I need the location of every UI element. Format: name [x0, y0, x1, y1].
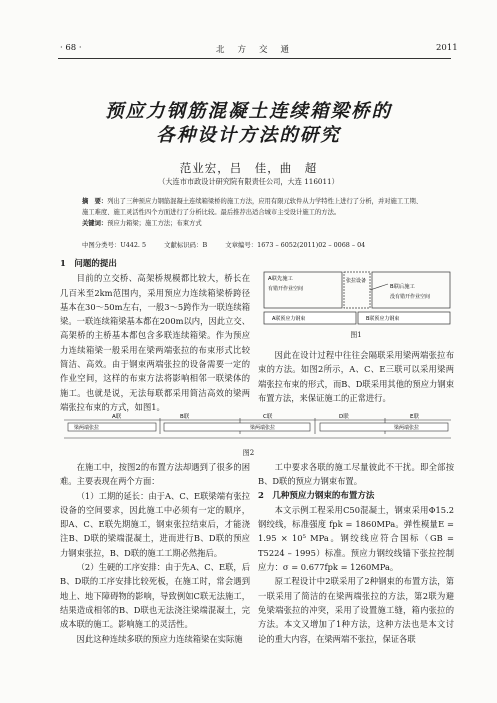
- figure2-diagram: [60, 412, 455, 450]
- right-bottom-column: [258, 460, 454, 646]
- fig1-label-a-sub: 有错开作业空间: [268, 286, 304, 292]
- right-top-paragraph: 因此在设计过程中往往会隔联采用梁两端张拉布束的方法。如图2所示，A、C、E三联可以采用梁两端张拉布束的形式，而B、D联采用其他的预应力钢束布置方法，来保证施工的正常进行。: [258, 350, 454, 403]
- page-header-left: · 68 ·: [60, 43, 82, 53]
- fig2-seg-c: C联: [263, 414, 273, 420]
- left-bottom-p3: （2）生硬的工序安排：由于先A、C、E联，后B、D联的工序安排比较死板，在施工时，常会遇到地上、地下障碍物的影响，导致例如C联无法施工，结果造成相邻的B、D联也无法浇注梁端混凝土，完成本联的施工。影响施工的灵活性。: [60, 562, 250, 630]
- abstract-block: [82, 196, 428, 230]
- right-bottom-p3: 原工程设计中2联采用了2种钢束的布置方法，第一联采用了简洁的在梁两端张拉的方法，第2联为避免梁端张拉的冲突，采用了设置施工缝，箱内张拉的方法。本文又增加了1种方法，这种方法也是本文讨论的重大内容，在梁两端不张拉，保证各联: [258, 576, 454, 644]
- fig1-box-c: [372, 272, 450, 308]
- fig2-bar-3: [320, 423, 448, 431]
- article-number: 文章编号：1673 – 6052(2011)02 – 0068 – 04: [225, 241, 366, 249]
- fig2-seg-e: E联: [410, 414, 419, 420]
- left-bottom-p4: 因此这种连续多联的预应力连续箱梁在实际施: [76, 633, 243, 644]
- fig2-bar-2-label: 梁两端张拉: [250, 425, 276, 431]
- fig2-bar-1-label: 梁两端张拉: [74, 425, 100, 431]
- section1-heading: 1 问题的提出: [60, 259, 117, 269]
- figure2-caption: 图2: [242, 449, 255, 457]
- clc-code: 中图分类号：U442. 5: [82, 241, 147, 249]
- fig2-bar-2: [164, 423, 310, 431]
- fig2-seg-a: A联: [112, 414, 122, 420]
- section1-paragraph: 目前的立交桥、高架桥规模都比较大，桥长在几百米至2km范围内，采用预应力连续箱梁桥跨径基本在30～50m左右，一般3～5跨作为一联连续箱梁。一联连续箱梁基本都在200m以内，因此立交、高架桥的主桥基本都包含多联连续箱梁。作为预应力连续箱梁一般采用在梁两端张拉的布束形式比较简洁、高效。由于钢束两端张拉的设备需要一定的作业空间，这样的布束方法将影响相邻一联梁体的施工。也就是说，无法每联都采用简洁高效的梁两端张拉布束的方式，如图1。: [60, 273, 250, 412]
- keywords-text: 预应力箱梁；施工方法；布束方式: [107, 220, 202, 228]
- left-bottom-p2: （1）工期的延长：由于A、C、E联梁端有张拉设备的空间要求，因此施工中必须有一定的顺序，即A、C、E联先期施工，钢束张拉结束后，才能浇注B、D联的梁端混凝土，进而进行B、D联的预应力钢束张拉，B、D联的施工工期必然拖后。: [60, 490, 250, 558]
- affiliation: （大连市市政设计研究院有限责任公司，大连 116011）: [158, 177, 339, 186]
- paper-title-line1: 预应力钢筋混凝土连续箱梁桥的: [104, 101, 392, 122]
- page-header-journal: 北方交通: [216, 45, 303, 55]
- fig1-label-b: 张拉设备: [346, 278, 367, 284]
- fig1-arrow: [370, 284, 388, 290]
- fig2-bar-3-label: 梁两端张拉: [394, 425, 420, 431]
- fig2-seg-d: D联: [339, 414, 349, 420]
- left-bottom-column: [60, 460, 250, 646]
- keywords: [82, 218, 428, 229]
- page-header-year: 2011: [436, 43, 458, 53]
- fig1-bar-b-label: B联预应力钢束: [366, 316, 400, 322]
- abstract-label: 摘 要：: [82, 198, 108, 205]
- fig2-seg-b: B联: [180, 414, 190, 420]
- right-bottom-p1: 工中要求各联的施工尽量彼此不干扰。即全部按B、D联的预应力钢束布置。: [258, 462, 454, 487]
- section2-heading: 2 几种预应力钢束的布置方法: [258, 490, 375, 501]
- paper-title-line2: 各种设计方法的研究: [156, 125, 341, 146]
- header-rule: [58, 58, 451, 59]
- abstract-text: 列出了三种预应力钢筋混凝土连续箱梁桥的施工方法，应用有限元软件从力学特性上进行了分析，并对施工工期、施工难度、施工灵活性四个方面进行了分析比较。最后推荐出适合城市主受设计施工的方法。: [82, 198, 423, 217]
- fig1-label-c: B联后施工: [390, 284, 415, 290]
- figure1-caption: 图1: [350, 331, 362, 339]
- figure1-diagram: [262, 270, 452, 328]
- keywords-label: 关键词：: [82, 220, 108, 228]
- section1-column: [60, 257, 250, 414]
- doc-code: 文献标识码：B: [164, 241, 208, 249]
- authors: 范业宏，吕 佳，曲 超: [179, 161, 318, 175]
- fig1-bar-a-label: A联预应力钢束: [272, 316, 306, 322]
- right-top-column: [258, 348, 454, 405]
- fig1-label-a: A联先施工: [268, 276, 293, 282]
- fig1-label-c-sub: 没有错开作业空间: [390, 294, 431, 300]
- right-bottom-p2: 本文示例工程采用C50混凝土，钢束采用Φ15.2钢绞线，标准强度 fpk = 1860MPa。弹性模量E = 1.95 × 10⁵ MPa。钢绞线应符合国标（GB = T5224 – 1995）标准。预应力钢绞线锚下张拉控制应力：σ = 0.677fpk = 1260MPa。: [258, 504, 454, 573]
- abstract: [82, 196, 428, 218]
- meta-line: [82, 240, 428, 249]
- left-bottom-p1: 在施工中，按图2的布置方法却遇到了很多的困难。主要表现在两个方面：: [60, 462, 250, 487]
